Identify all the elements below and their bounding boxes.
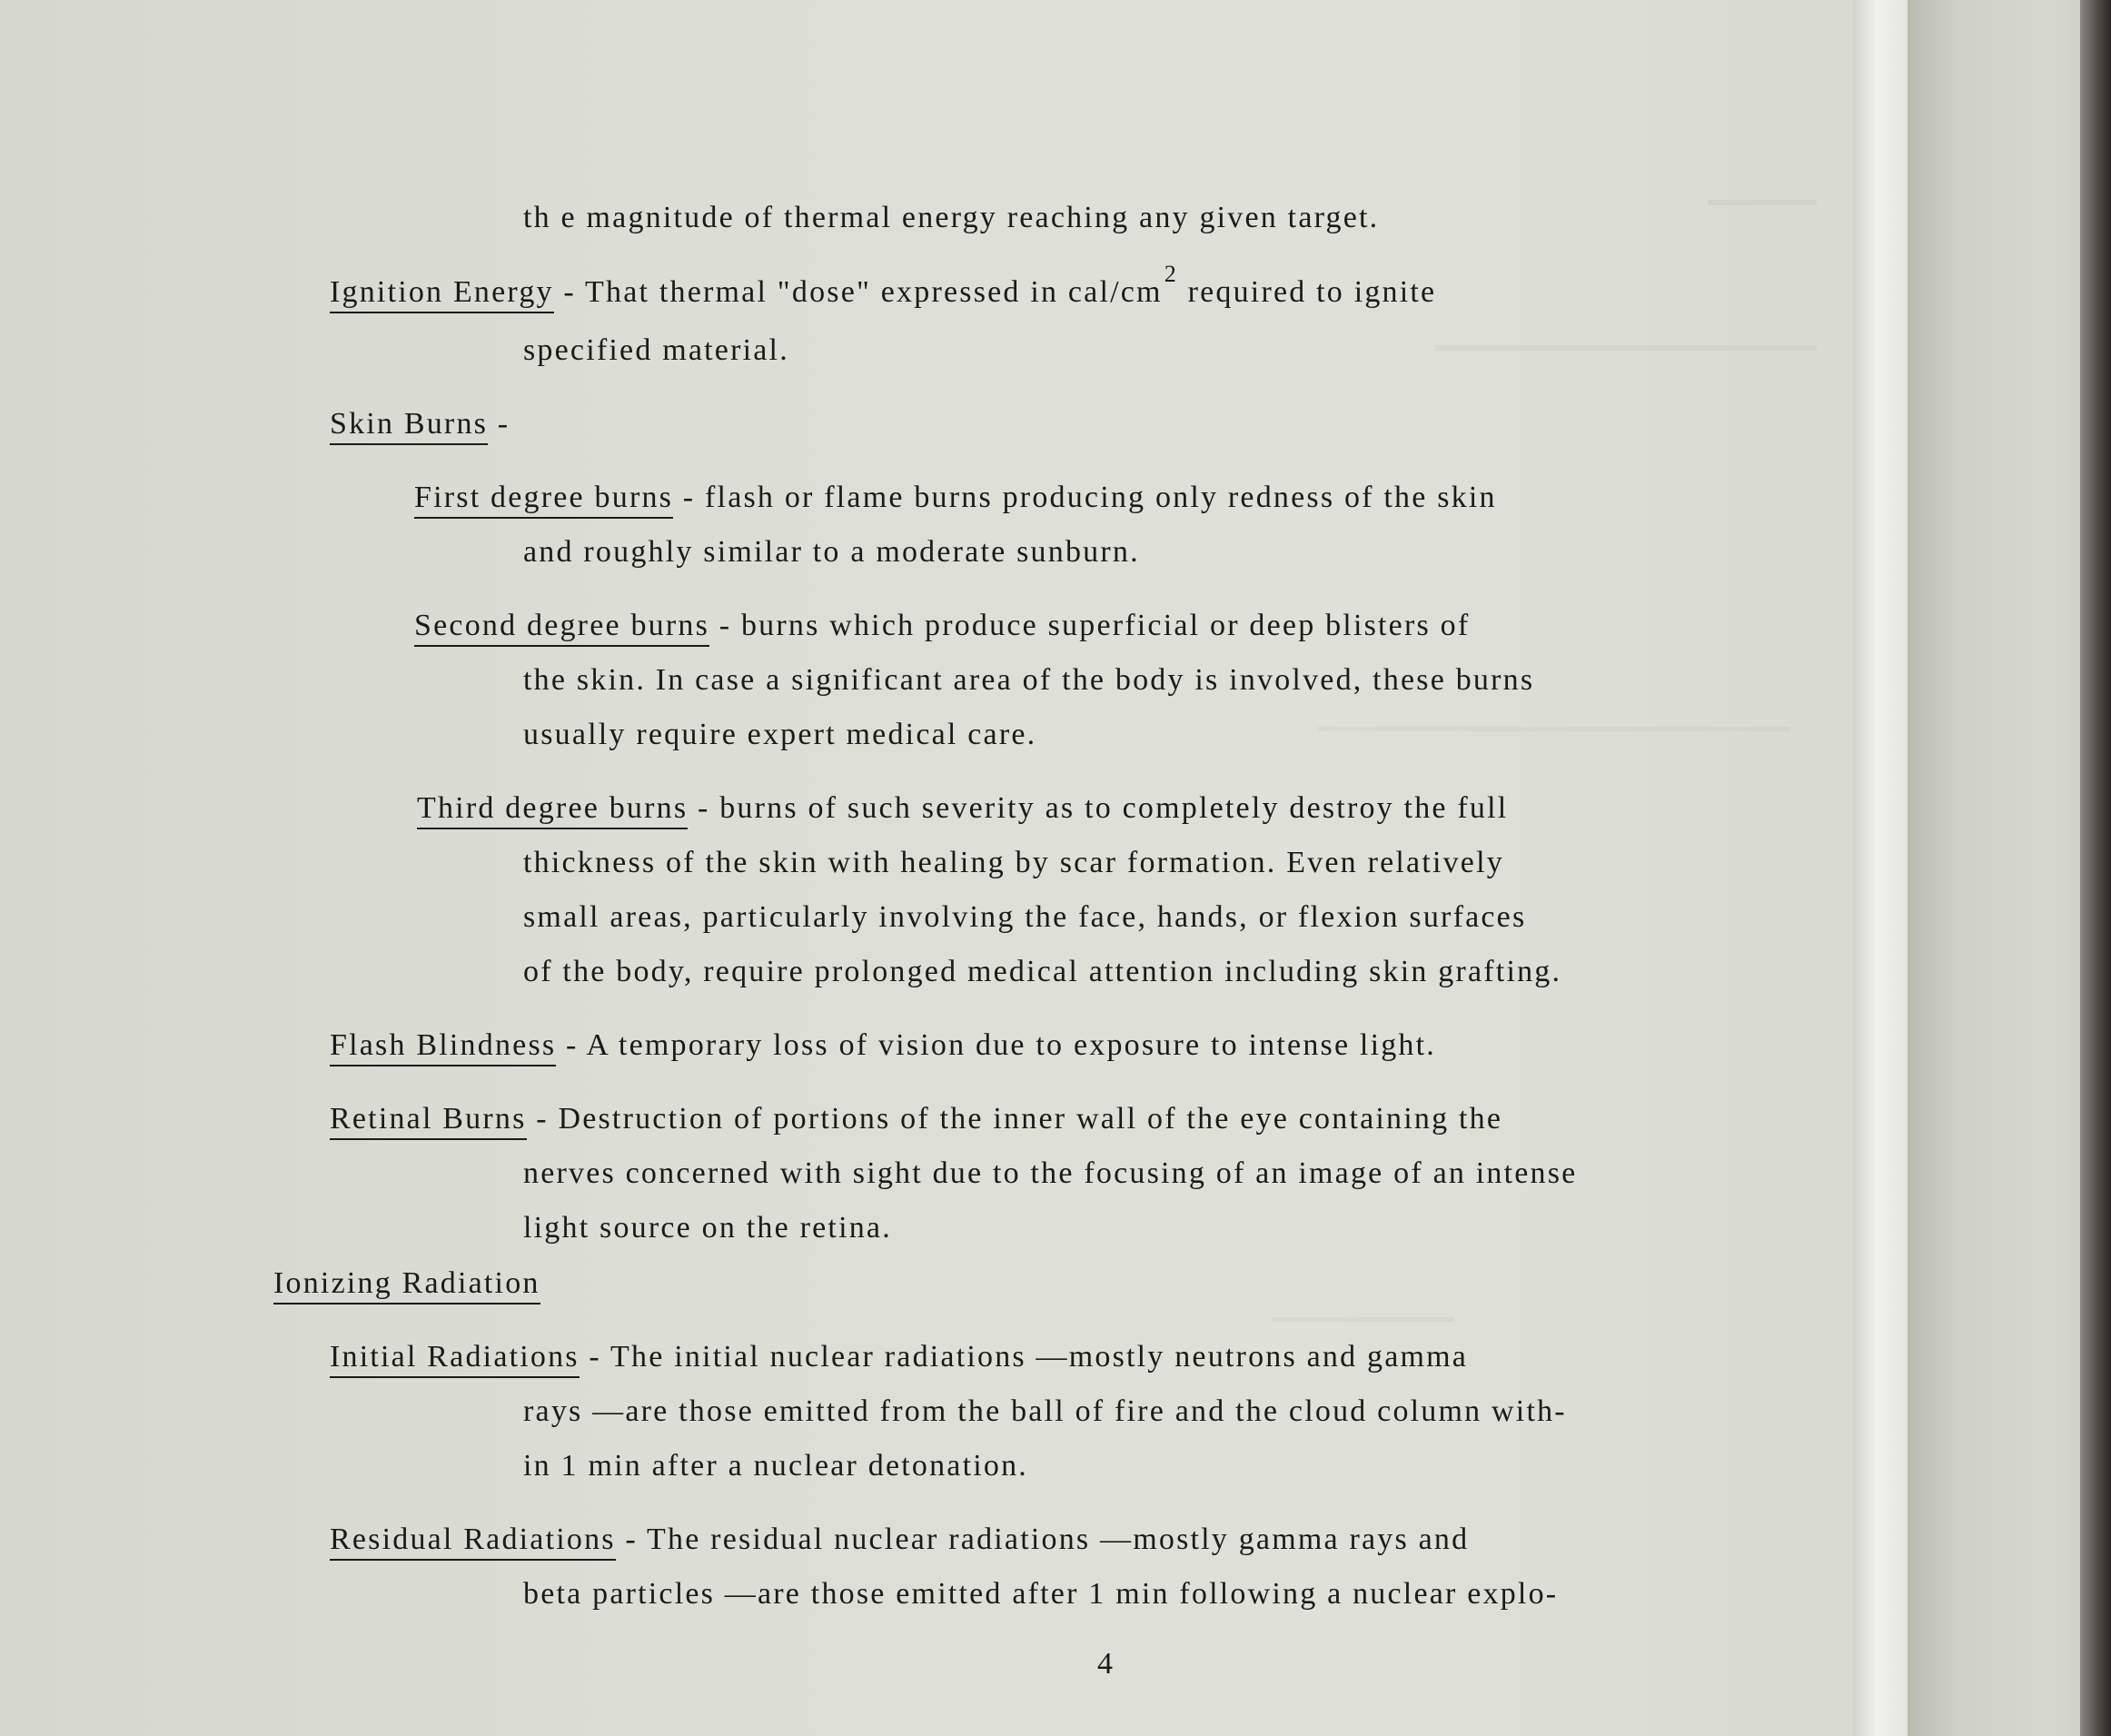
text-line: th e magnitude of thermal energy reaching any given target. [523, 201, 1380, 234]
text-line: and roughly similar to a moderate sunburn. [523, 535, 1140, 569]
text-line: thickness of the skin with healing by scar formation. Even relatively [523, 846, 1504, 879]
text-line: nerves concerned with sight due to the focusing of an image of an intense [523, 1156, 1578, 1190]
bleed-through [1272, 1317, 1453, 1322]
term-second-degree-burns: Second degree burns [414, 609, 709, 647]
definition-skin-burns: Skin Burns - [330, 406, 510, 442]
text-line: the skin. In case a significant area of the body is involved, these burns [523, 663, 1535, 697]
term-skin-burns: Skin Burns [330, 407, 488, 445]
bleed-through [1435, 345, 1817, 351]
term-first-degree-burns: First degree burns [414, 481, 673, 519]
text-line: usually require expert medical care. [523, 718, 1037, 751]
text-line: light source on the retina. [523, 1211, 892, 1245]
bleed-through [1708, 200, 1817, 205]
term-residual-radiations: Residual Radiations [330, 1523, 616, 1561]
text-line: small areas, particularly involving the face, hands, or flexion surfaces [523, 900, 1527, 934]
term-retinal-burns: Retinal Burns [330, 1102, 527, 1140]
section-heading-ionizing-radiation [273, 1265, 540, 1302]
text-line: of the body, require prolonged medical attention including skin grafting. [523, 955, 1562, 988]
definition-flash-blindness: Flash Blindness - A temporary loss of vision due to exposure to intense light. [330, 1027, 1436, 1064]
definition-residual-radiations: Residual Radiations - The residual nuclear radiations —mostly gamma rays and [330, 1522, 1469, 1558]
text-line: specified material. [523, 333, 789, 367]
term-ignition-energy: Ignition Energy [330, 275, 554, 313]
superscript: 2 [1164, 261, 1178, 287]
definition-first-degree-burns: First degree burns - flash or flame burns producing only redness of the skin [414, 480, 1497, 516]
text-line: beta particles —are those emitted after 1 min following a nuclear explo- [523, 1577, 1559, 1611]
page-number: 4 [1097, 1647, 1113, 1681]
heading-ionizing-radiation: Ionizing Radiation [273, 1266, 540, 1304]
definition-initial-radiations: Initial Radiations - The initial nuclear radiations —mostly neutrons and gamma [330, 1339, 1468, 1375]
book-edge-shadow [2080, 0, 2111, 1736]
text-line: in 1 min after a nuclear detonation. [523, 1449, 1028, 1483]
term-third-degree-burns: Third degree burns [417, 791, 688, 829]
definition-retinal-burns: Retinal Burns - Destruction of portions of the inner wall of the eye containing the [330, 1101, 1502, 1137]
term-flash-blindness: Flash Blindness [330, 1028, 556, 1066]
definition-ignition-energy: Ignition Energy - That thermal "dose" expressed in cal/$cm^2$ required to ignite [330, 274, 1436, 312]
definition-third-degree-burns: Third degree burns - burns of such severity as to completely destroy the full [417, 790, 1508, 827]
definition-second-degree-burns: Second degree burns - burns which produce superficial or deep blisters of [414, 608, 1470, 644]
term-initial-radiations: Initial Radiations [330, 1340, 580, 1378]
book-gutter [1853, 0, 1908, 1736]
bleed-through [1317, 727, 1789, 731]
text-line: rays —are those emitted from the ball of fire and the cloud column with- [523, 1394, 1567, 1428]
